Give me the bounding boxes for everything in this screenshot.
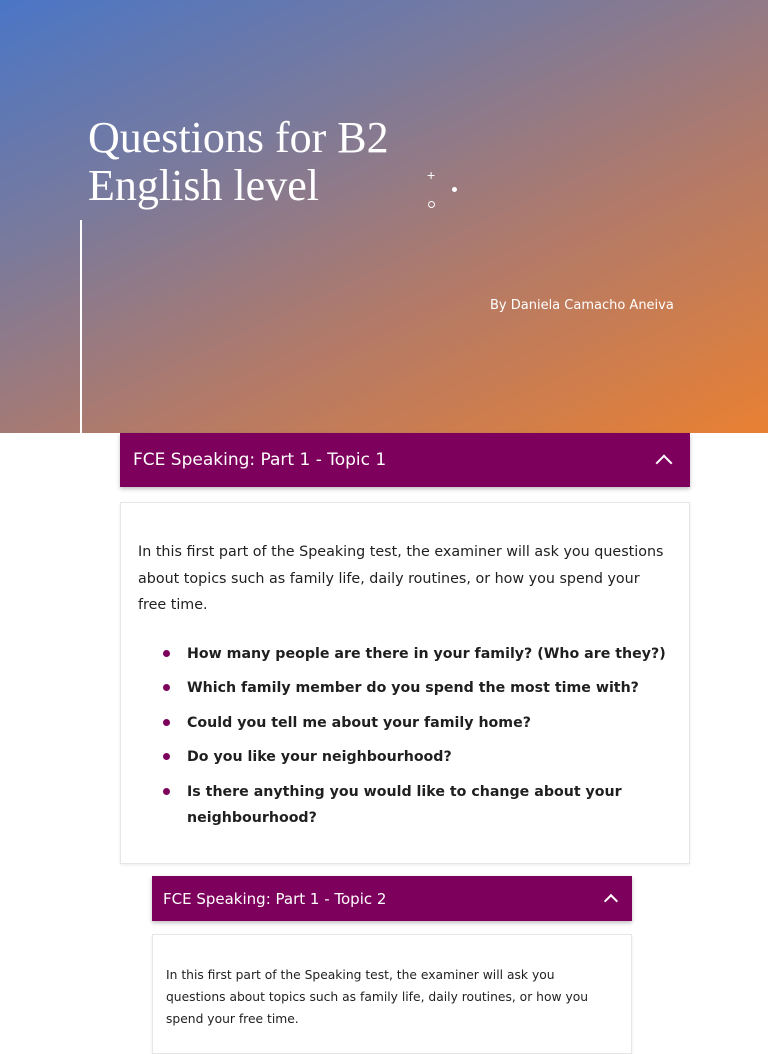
circle-icon	[428, 201, 435, 208]
document-title	[88, 114, 448, 210]
decorative-vertical-line	[80, 220, 82, 433]
cover-hero	[0, 0, 768, 433]
list-item: Do you like your neighbourhood?	[138, 744, 671, 770]
panel-intro-text: In this first part of the Speaking test, the examiner will ask you questions about topics such as family life, daily routines, or how you spend your free time.	[166, 968, 589, 1026]
panel-intro-text: In this first part of the Speaking test, the examiner will ask you questions about topics such as family life, daily routines, or how you spend your free time.	[138, 544, 664, 613]
plus-icon: +	[427, 167, 436, 183]
question-list	[138, 641, 671, 831]
list-item: How many people are there in your family? (Who are they?)	[138, 641, 671, 667]
accordion-header-topic-1[interactable]	[120, 433, 690, 487]
title-line-1: Questions for B2	[88, 113, 389, 162]
accordion-panel-topic-2	[152, 934, 632, 1054]
accordion-panel-topic-1	[120, 502, 690, 864]
accordion-title: FCE Speaking: Part 1 - Topic 2	[163, 889, 387, 908]
chevron-up-icon[interactable]	[604, 894, 618, 908]
list-item: Is there anything you would like to change about your neighbourhood?	[138, 779, 671, 831]
accordion-title: FCE Speaking: Part 1 - Topic 1	[133, 450, 387, 470]
dot-icon	[452, 187, 457, 192]
list-item: Which family member do you spend the most time with?	[138, 675, 671, 701]
title-line-2: English level	[88, 161, 319, 210]
author-byline: By Daniela Camacho Aneiva	[490, 298, 674, 313]
accordion-header-topic-2[interactable]	[152, 876, 632, 921]
list-item: Could you tell me about your family home?	[138, 710, 671, 736]
chevron-up-icon[interactable]	[656, 454, 673, 471]
